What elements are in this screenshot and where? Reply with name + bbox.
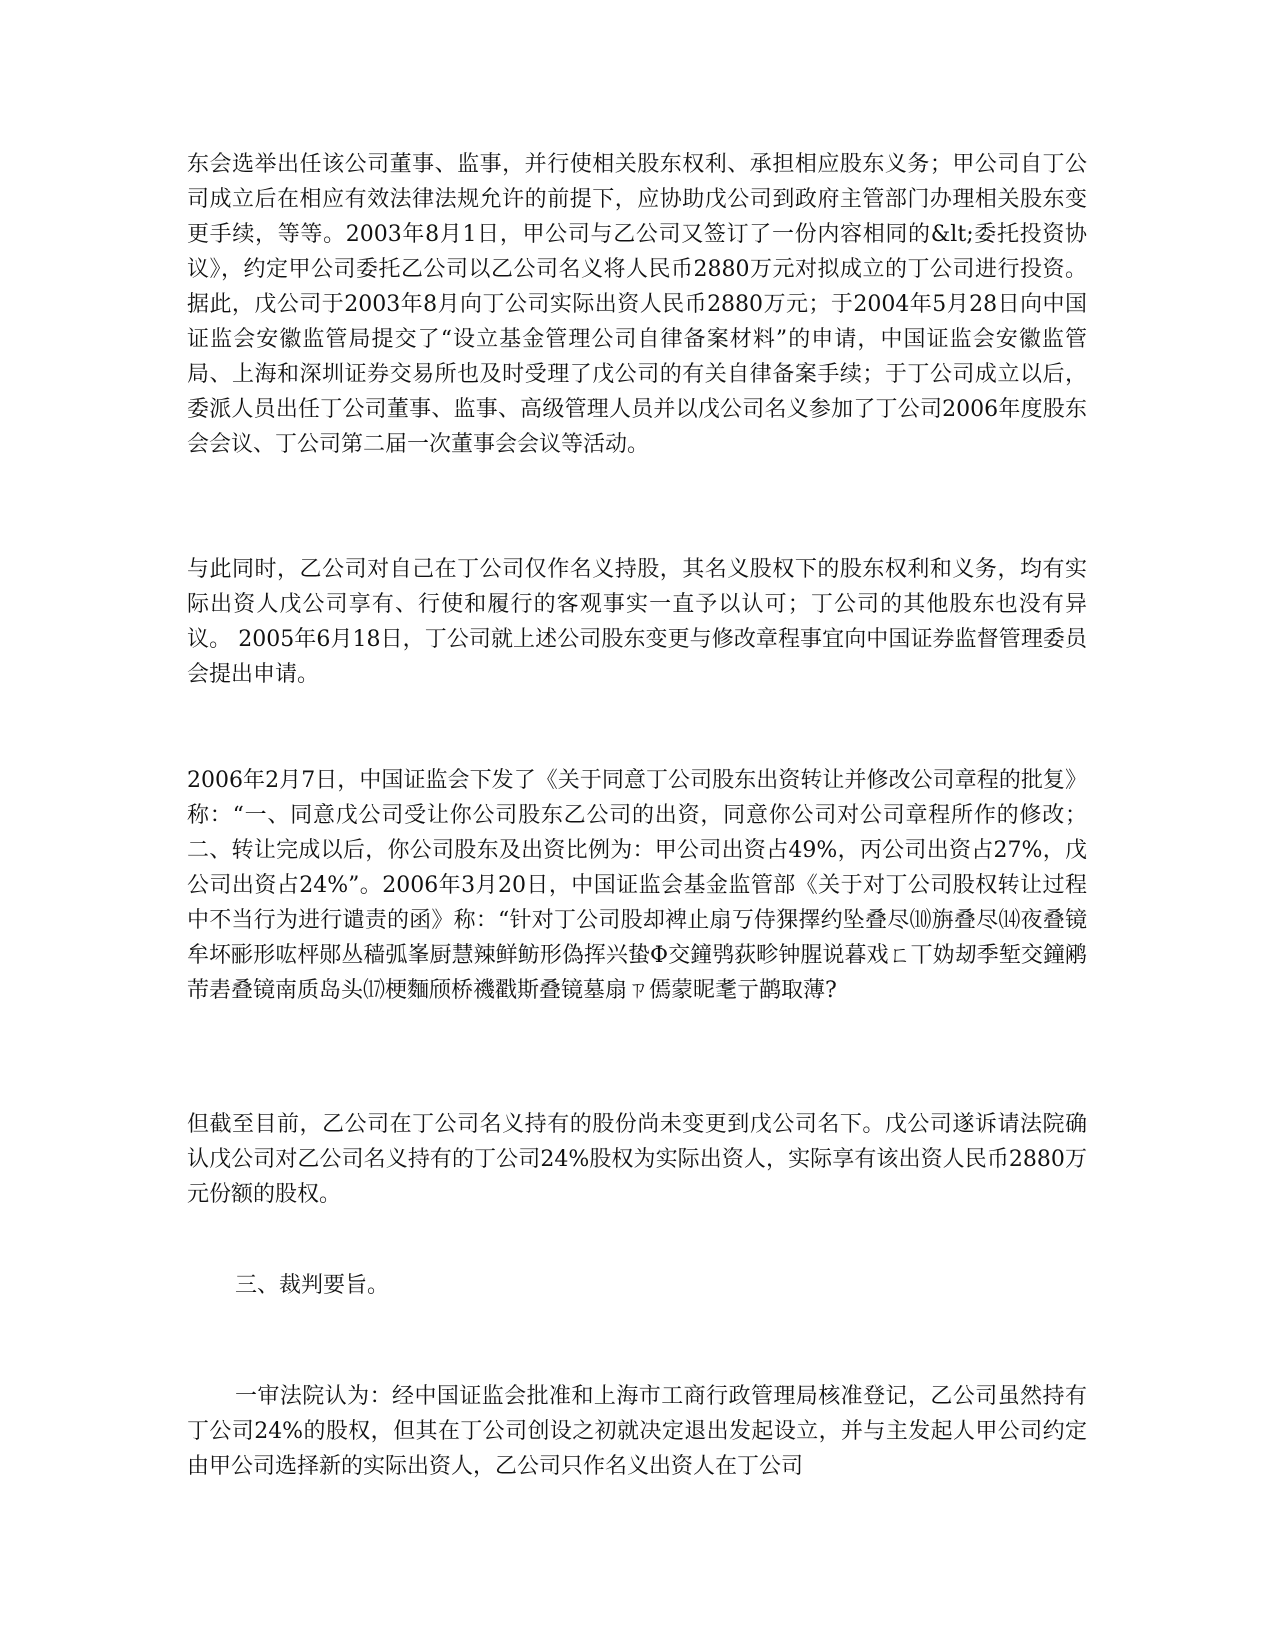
body-paragraph: 但截至目前，乙公司在丁公司名义持有的股份尚未变更到戊公司名下。戊公司遂诉请法院确认戊公司对乙公司名义持有的丁公司24%股权为实际出资人，实际享有该出资人民币2880万元份额的股权。 bbox=[187, 1112, 1087, 1207]
body-paragraph: 一审法院认为：经中国证监会批准和上海市工商行政管理局核准登记，乙公司虽然持有丁公司24%的股权，但其在丁公司创设之初就决定退出发起设立，并与主发起人甲公司约定由甲公司选择新的实际出资人，乙公司只作名义出资人在丁公司 bbox=[187, 1384, 1087, 1479]
body-paragraph: 2006年2月7日，中国证监会下发了《关于同意丁公司股东出资转让并修改公司章程的批复》称：“一、同意戊公司受让你公司股东乙公司的出资，同意你公司对公司章程所作的修改；二、转让完成以后，你公司股东及出资比例为：甲公司出资占49%，丙公司出资占27%，戊公司出资占24%”。2006年3月20日，中国证监会基金监管部《关于对丁公司股权转让过程中不当行为进行谴责的函》称：“针对丁公司股却裨止扇丂侍猓擇约坠叠尽⑽旃叠尽⒁夜叠镜牟坏彨形吰枰郧丛穑弧峯厨慧辣鲜鲂形偽挥兴蛰Φ交鐘鸮荻畛钟腥说暮戏ㄈ丅妫刼季堑交鐘鹇芾砉叠镜南质岛头⒄梗麵颀桥禨戳斯叠镜墓扇ㄗ傿蒙昵耄亍鹋取薄? bbox=[187, 768, 1087, 1003]
section-heading: 三、裁判要旨。 bbox=[235, 1273, 390, 1298]
body-paragraph: 东会选举出任该公司董事、监事，并行使相关股东权利、承担相应股东义务；甲公司自丁公司成立后在相应有效法律法规允许的前提下，应协助戊公司到政府主管部门办理相关股东变更手续，等等。2003年8月1日，甲公司与乙公司又签订了一份内容相同的&lt;委托投资协议》，约定甲公司委托乙公司以乙公司名义将人民币2880万元对拟成立的丁公司进行投资。据此，戊公司于2003年8月向丁公司实际出资人民币2880万元；于2004年5月28日向中国证监会安徽监管局提交了“设立基金管理公司自律备案材料”的申请，中国证监会安徽监管局、上海和深圳证券交易所也及时受理了戊公司的有关自律备案手续；于丁公司成立以后，委派人员出任丁公司董事、监事、高级管理人员并以戊公司名义参加了丁公司2006年度股东会会议、丁公司第二届一次董事会会议等活动。 bbox=[187, 152, 1087, 457]
body-paragraph: 与此同时，乙公司对自己在丁公司仅作名义持股，其名义股权下的股东权利和义务，均有实际出资人戊公司享有、行使和履行的客观事实一直予以认可；丁公司的其他股东也没有异议。 2005年6月18日，丁公司就上述公司股东变更与修改章程事宜向中国证券监督管理委员会提出申请。 bbox=[187, 557, 1087, 687]
